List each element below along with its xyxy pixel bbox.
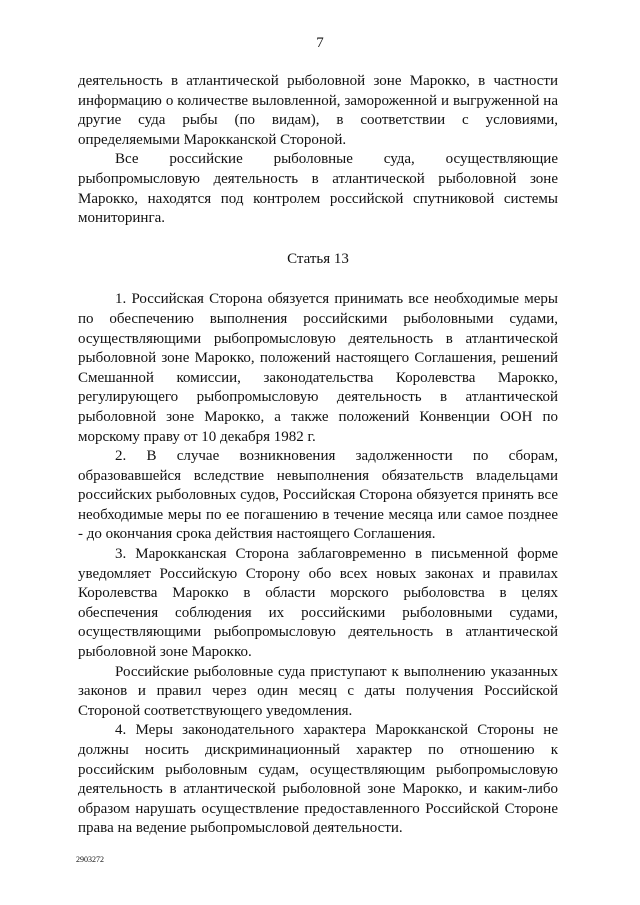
document-body (78, 72, 558, 839)
document-code: 2903272 (76, 855, 104, 864)
paragraph-article-13-item-3-cont: Российские рыболовные суда приступают к выполнению указанных законов и правил через один месяц с даты получения Российской Стороной соответствующего уведомления. (78, 663, 558, 719)
paragraph-continuation: деятельность в атлантической рыболовной зоне Марокко, в частности информацию о количестве выловленной, замороженной и выгруженной на другие суда рыбы (по видам), в соответствии с условиями, определяемыми Марокканской Стороной. (78, 73, 558, 148)
page-number: 7 (316, 35, 324, 51)
paragraph-article-13-item-3: 3. Марокканская Сторона заблаговременно в письменной форме уведомляет Российскую Сторону обо всех новых законах и правилах Королевства Марокко в области морского рыболовства в целях обеспечения соблюдения их российскими рыболовными судами, осуществляющими рыбопромысловую деятельность в атлантической рыболовной зоне Марокко. (78, 546, 558, 661)
paragraph-monitoring: Все российские рыболовные суда, осуществляющие рыбопромысловую деятельность в атлантической рыболовной зоне Марокко, находятся под контролем российской спутниковой системы мониторинга. (78, 151, 558, 227)
paragraph-article-13-item-4: 4. Меры законодательного характера Марокканской Стороны не должны носить дискриминационный характер по отношению к российским рыболовным судам, осуществляющим рыбопромысловую деятельность в атлантической рыболовной зоне Марокко, и каким-либо образом нарушать осуществление предоставленного Российской Стороне права на ведение рыбопромысловой деятельности. (78, 722, 558, 837)
article-heading: Статья 13 (287, 250, 349, 267)
paragraph-article-13-item-1: 1. Российская Сторона обязуется принимать все необходимые меры по обеспечению выполнения российскими рыболовными судами, осуществляющими рыбопромысловую деятельность в атлантической рыболовной зоне Марокко, положений настоящего Соглашения, решений Смешанной комиссии, законодательства Королевства Марокко, регулирующего рыбопромысловую деятельность в атлантической рыболовной зоне Марокко, а также положений Конвенции ООН по морскому праву от 10 декабря 1982 г. (78, 291, 558, 445)
paragraph-article-13-item-2: 2. В случае возникновения задолженности по сборам, образовавшейся вследствие невыполнения обязательств владельцами российских рыболовных судов, Российская Сторона обязуется принять все необходимые меры по ее погашению в течение месяца или самое позднее - до окончания срока действия настоящего Соглашения. (78, 448, 558, 543)
